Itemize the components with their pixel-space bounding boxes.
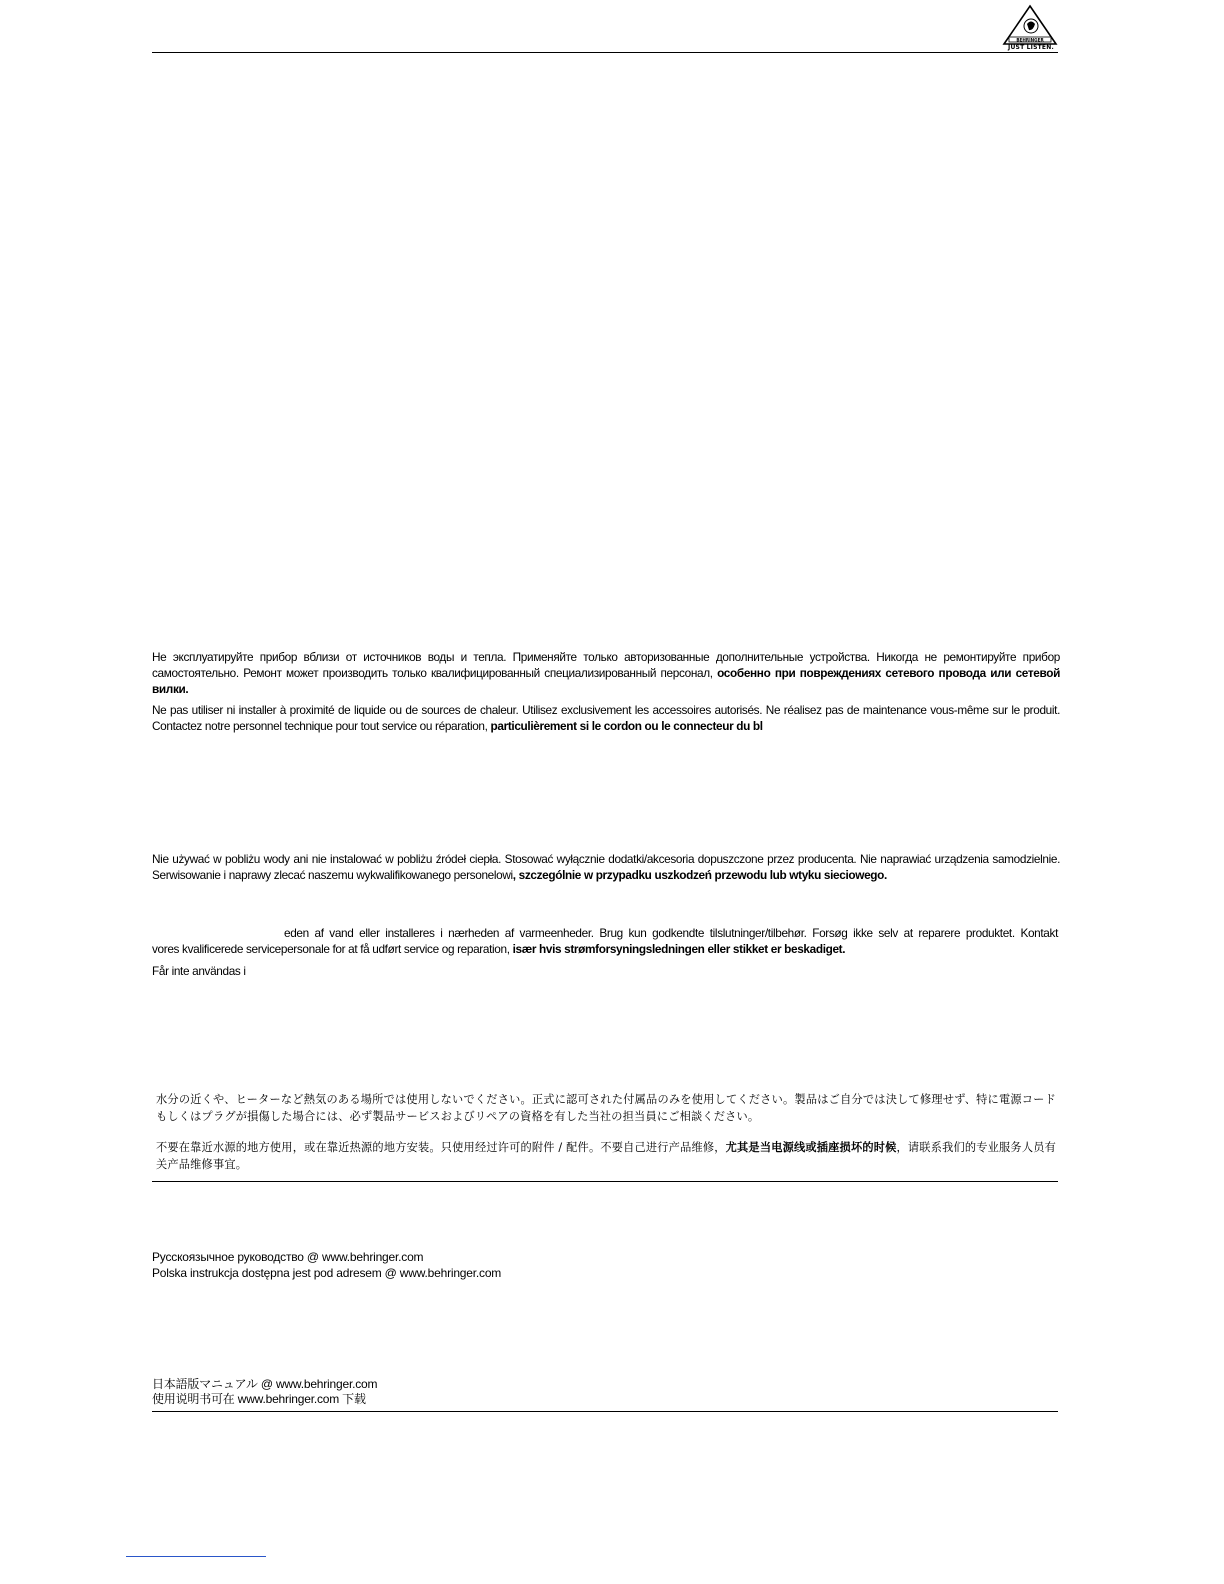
warning-fr [152, 702, 1060, 734]
section-rule-1 [152, 1181, 1058, 1182]
warning-da-text: vores kvalificerede servicepersonale for at få udført service og reparation, [152, 942, 513, 956]
warning-zh-end: ，请联系我们的专业服务人员有关产品维修事宜。 [156, 1141, 1056, 1171]
manual-pl: Polska instrukcja dostępna jest pod adresem @ www.behringer.com [152, 1266, 502, 1280]
warning-pl-text: Nie używać w pobliżu wody ani nie instalować w pobliżu źródeł ciepła. Stosować wyłącznie dodatki/akcesoria dopuszczone przez producenta. Nie naprawiać urządzenia samodzielnie. Serwisowanie i naprawy zlecać naszemu wykwalifikowanego personelowi [152, 852, 1060, 882]
warning-ru-text: Не эксплуатируйте прибор вблизи от источников воды и тепла. Применяйте только авторизованные дополнительные устройства. Никогда не ремонтируйте прибор самостоятельно. Ремонт может производить только квалифицированный специализированный персонал, [152, 650, 1060, 680]
manual-ru: Русскоязычное руководство @ www.behringer.com [152, 1250, 424, 1264]
warning-da-bold: især hvis strømforsyningsledningen eller stikket er beskadiget. [512, 942, 846, 956]
warning-fr-text: Ne pas utiliser ni installer à proximité de liquide ou de sources de chaleur. Utilisez exclusivement les accessoires autorisés. Ne réalisez pas de maintenance vous-même sur le produit. Contactez notre personnel technique pour tout service ou réparation, [152, 703, 1060, 733]
logo-wordmark: BEHRINGER [1016, 37, 1044, 43]
warning-da-line1: eden af vand eller installeres i nærheden af varmeenheder. Brug kun godkendte tilslutninger/tilbehør. Forsøg ikke selv at reparere produktet. Kontakt [284, 926, 1058, 940]
manual-zh: 使用说明书可在 www.behringer.com 下载 [152, 1392, 366, 1406]
footer-underline [126, 1556, 266, 1557]
warning-ja: 水分の近くや、ヒーターなど熱気のある場所では使用しないでください。正式に認可された付属品のみを使用してください。製品はご自分では決して修理せず、特に電源コードもしくはプラグが損傷した場合には、必ず製品サービスおよびリペアの資格を有した当社の担当員にご相談ください。 [156, 1093, 1056, 1123]
logo-triangle-icon [1000, 4, 1060, 46]
logo-tagline: JUST LISTEN. [1008, 44, 1054, 51]
warning-fr-bold: particulièrement si le cordon ou le connecteur du bl [490, 719, 763, 733]
warning-ru [152, 649, 1060, 697]
section-rule-2 [152, 1411, 1058, 1412]
header-rule [152, 52, 1058, 53]
warning-pl-bold: , szczególnie w przypadku uszkodzeń przewodu lub wtyku sieciowego. [512, 868, 887, 882]
warning-ru-bold: особенно при повреждениях сетевого провода или сетевой вилки. [152, 666, 1060, 696]
warning-pl [152, 851, 1060, 883]
warning-zh-bold: 尤其是当电源线或插座损坏的时候 [725, 1141, 897, 1154]
warning-da-line2 [152, 941, 845, 957]
warning-sv: Får inte användas i [152, 964, 246, 978]
warning-zh [156, 1139, 1056, 1173]
manual-ja: 日本語版マニュアル @ www.behringer.com [152, 1377, 378, 1391]
warning-zh-text: 不要在靠近水源的地方使用，或在靠近热源的地方安装。只使用经过许可的附件 / 配件。不要自己进行产品维修， [156, 1141, 726, 1154]
